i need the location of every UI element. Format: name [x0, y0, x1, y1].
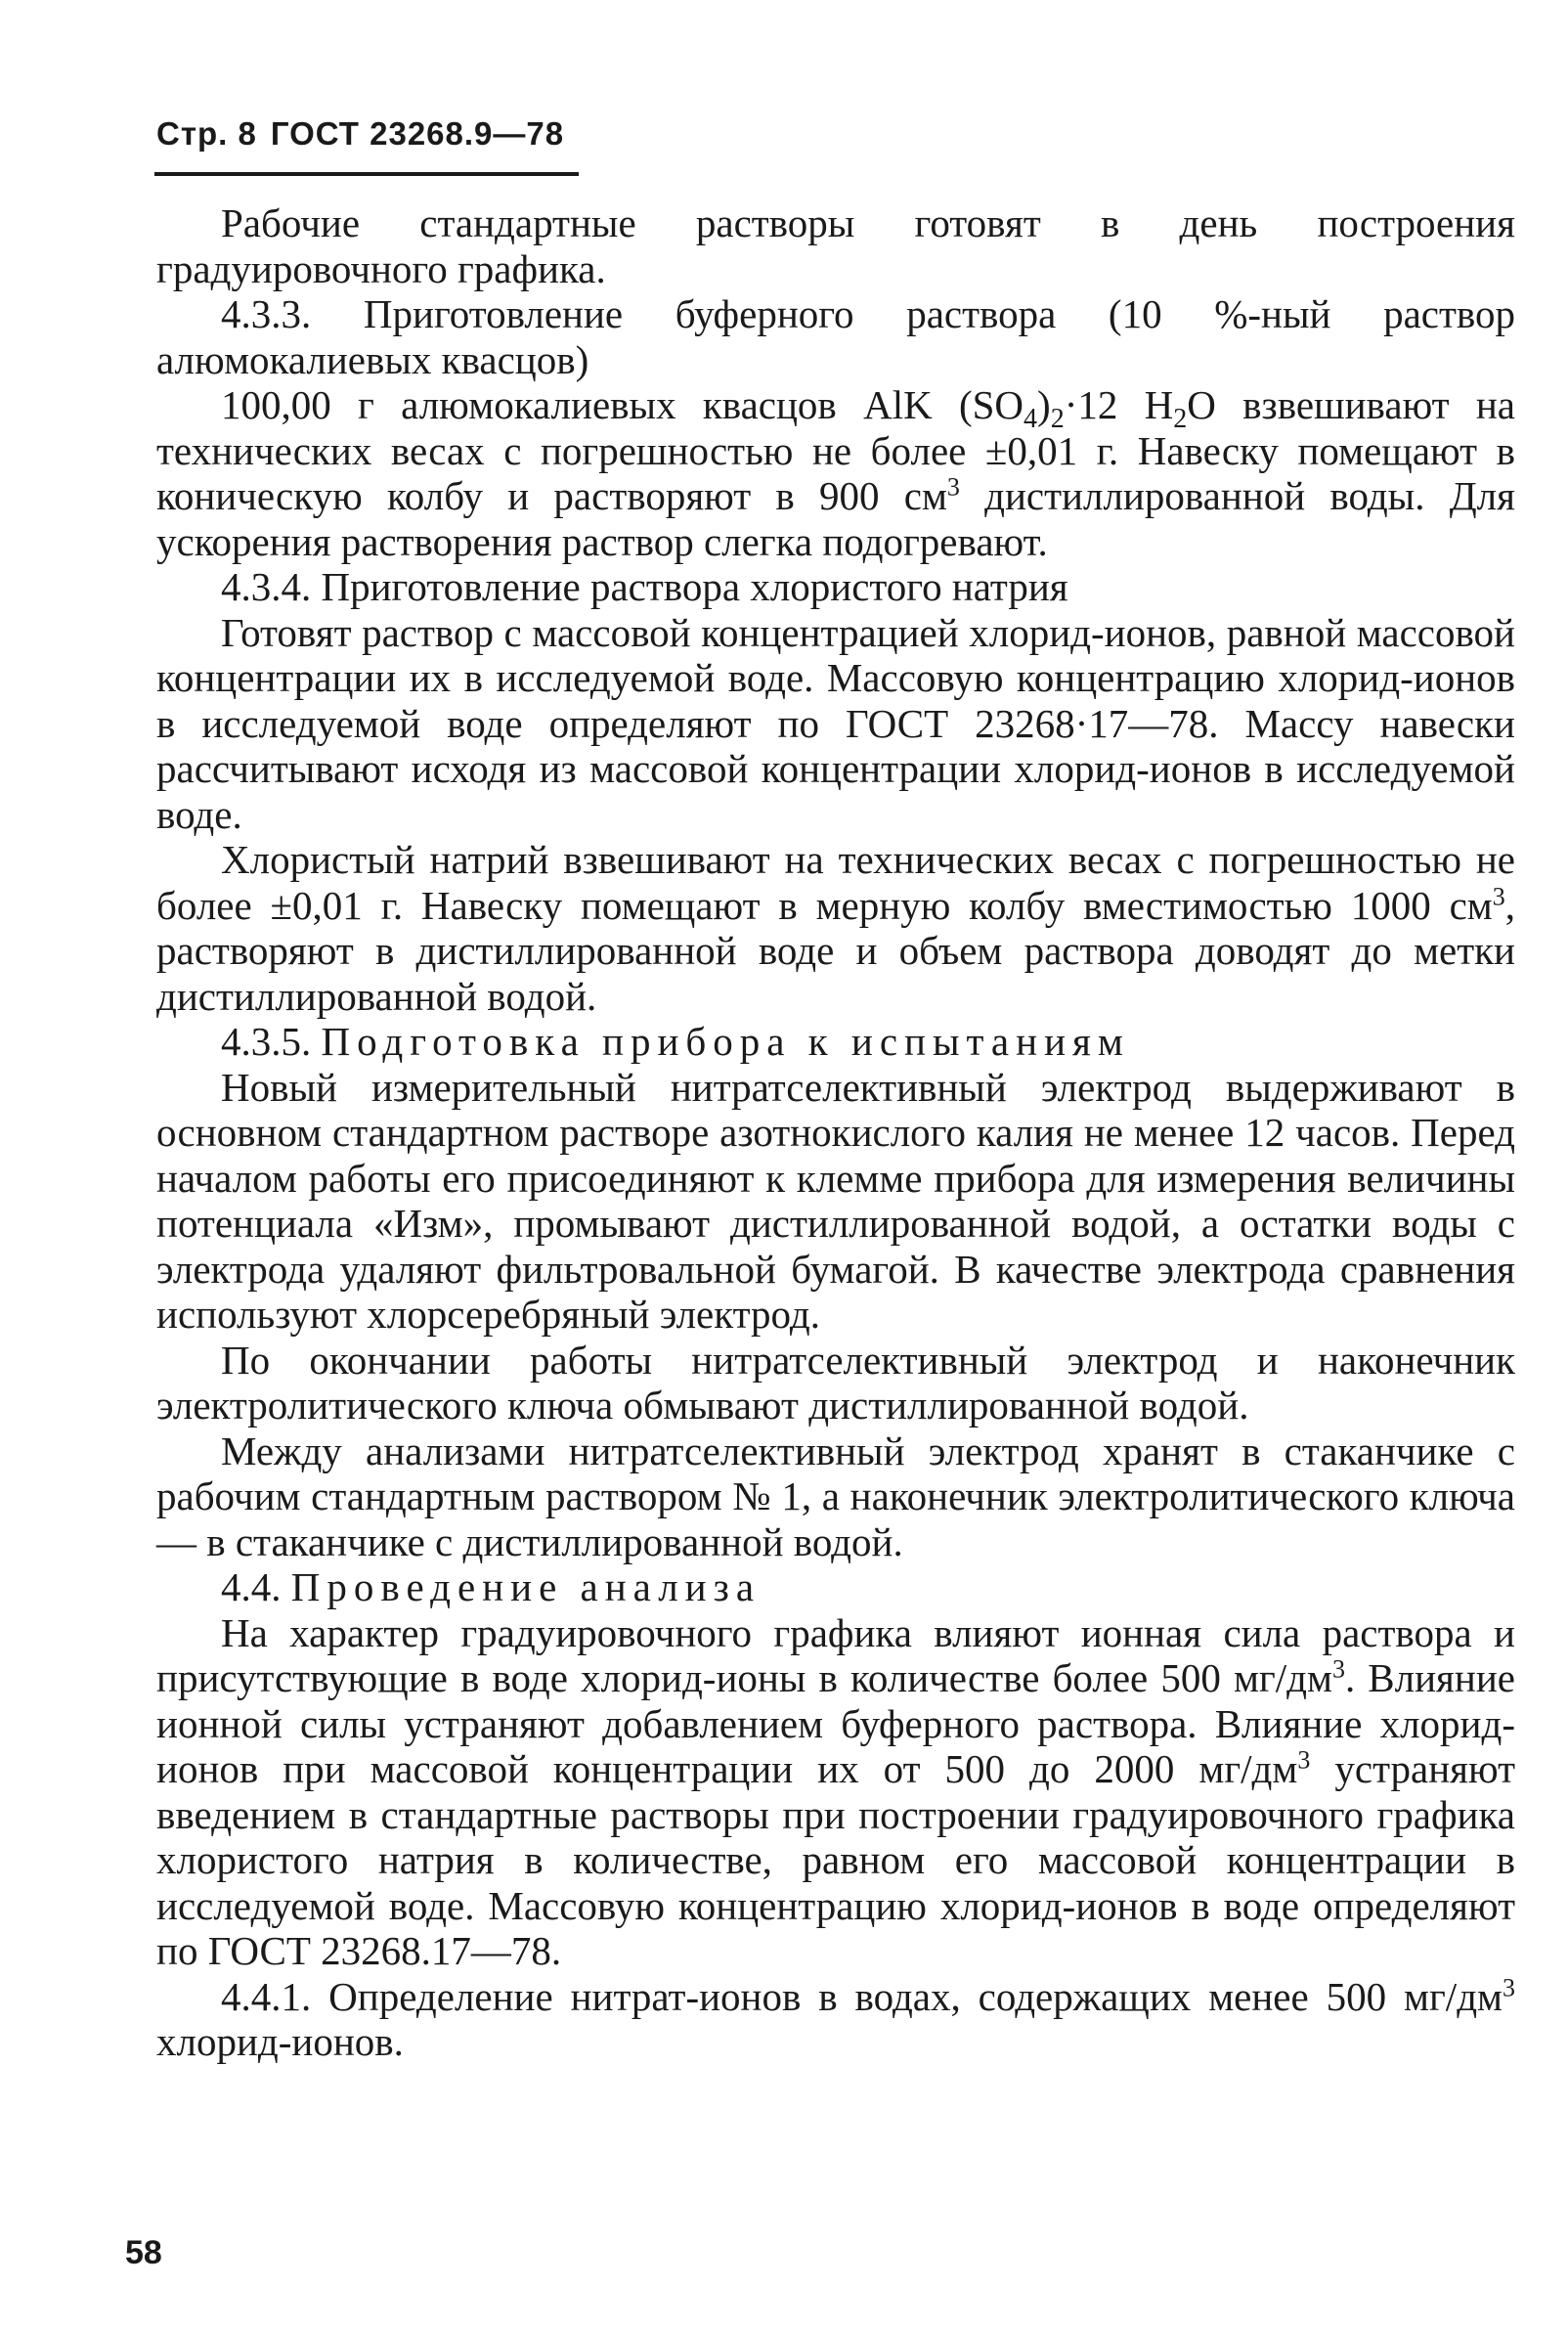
header-rule: [154, 172, 579, 176]
page-number: 58: [125, 2234, 162, 2271]
body-text: [156, 200, 1515, 2065]
section-heading-4-3-5: 4.3.5. Подготовка прибора к испытаниям: [221, 1019, 1130, 1064]
section-heading-4-3-4: 4.3.4. Приготовление раствора хлористого натрия: [221, 564, 1068, 609]
paragraph: Рабочие стандартные растворы готовят в день построения градуировочного графика.: [156, 200, 1515, 291]
paragraph: По окончании работы нитратселективный электрод и наконечник электролитического ключа обмывают дистиллированной водой.: [156, 1337, 1515, 1428]
paragraph: Хлористый натрий взвешивают на технических весах с погрешностью не более ±0,01 г. Навеску помещают в мерную колбу вместимостью 1000 $см^3$, растворяют в дистиллированной воде и объем раствора доводят до метки дистиллированной водой.: [156, 837, 1515, 1019]
paragraph: 100,00 г алюмокалиевых квасцов AlK $(SO_4)_2\cdot 12$ $H_2O$ взвешивают на технических весах с погрешностью не более ±0,01 г. Навеску помещают в коническую колбу и растворяют в 900 $см^3$ дистиллированной воды. Для ускорения растворения раствор слегка подогревают.: [156, 382, 1516, 564]
page-label: Стр. 8: [156, 115, 257, 152]
paragraph: Готовят раствор с массовой концентрацией хлорид-ионов, равной массовой концентрации их в исследуемой воде. Массовую концентрацию хлорид-ионов в исследуемой воде определяют по ГОСТ 23268·17—78. Массу навески рассчитывают исходя из массовой концентрации хлорид-ионов в исследуемой воде.: [156, 609, 1515, 837]
section-heading-4-4-1: 4.4.1. Определение нитрат-ионов в водах, содержащих менее 500 $мг/дм^3$ хлорид-ионов.: [156, 1972, 1515, 2064]
standard-number: ГОСТ 23268.9—78: [270, 115, 565, 152]
paragraph: Новый измерительный нитратселективный электрод выдерживают в основном стандартном растворе азотнокислого калия не менее 12 часов. Перед началом работы его присоединяют к клемме прибора для измерения величины потенциала «Изм», промывают дистиллированной водой, а остатки воды с электрода удаляют фильтровальной бумагой. В качестве электрода сравнения используют хлорсеребряный электрод.: [156, 1064, 1515, 1337]
paragraph: На характер градуировочного графика влияют ионная сила раствора и присутствующие в воде хлорид-ионы в количестве более 500 $мг/дм^3$. Влияние ионной силы устраняют добавлением буферного раствора. Влияние хлорид-ионов при массовой концентрации их от 500 до 2000 $мг/дм^3$ устраняют введением в стандартные растворы при построении градуировочного графика хлористого натрия в количестве, равном его массовой концентрации в исследуемой воде. Массовую концентрацию хлорид-ионов в воде определяют по ГОСТ 23268.17—78.: [156, 1609, 1515, 1973]
paragraph: Между анализами нитратселективный электрод хранят в стаканчике с рабочим стандартным раствором № 1, а наконечник электролитического ключа — в стаканчике с дистиллированной водой.: [156, 1428, 1515, 1564]
section-heading-4-4: 4.4. Проведение анализа: [221, 1564, 762, 1609]
running-header: [156, 115, 578, 153]
section-heading-4-3-3: 4.3.3. Приготовление буферного раствора (10 %-ный раствор алюмокалиевых квасцов): [156, 291, 1515, 382]
